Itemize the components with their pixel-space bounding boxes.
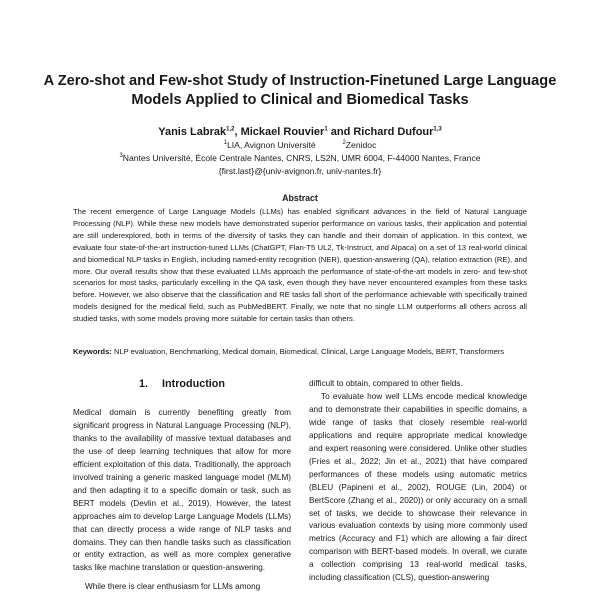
affiliation-lia: LIA, Avignon Université	[226, 140, 316, 150]
keywords-list: NLP evaluation, Benchmarking, Medical domain, Biomedical, Clinical, Large Language Models, BERT, Transformers	[111, 347, 505, 356]
author-name: Mickael Rouvier	[240, 126, 325, 138]
author-name: Richard Dufour	[353, 126, 434, 138]
author-separator: ,	[234, 126, 241, 138]
intro-paragraph: While there is clear enthusiasm for LLMs among	[85, 582, 261, 592]
section-title: Introduction	[162, 378, 225, 390]
section-heading-introduction	[73, 378, 291, 390]
keywords	[73, 346, 527, 358]
affiliation-line-1	[40, 139, 560, 151]
author-affiliation-mark: 1	[324, 126, 328, 133]
paper-title: A Zero-shot and Few-shot Study of Instruction-Finetuned Large Language Models Applied to Clinical and Biomedical Tasks	[43, 73, 557, 108]
affiliation-mark: 1	[223, 140, 227, 147]
abstract-text: The recent emergence of Large Language Models (LLMs) has enabled significant advances in the field of Natural Language Processing (NLP). While these new models have demonstrated superior performance on various tasks, their application and potential are still underexplored, both in terms of the diversity of tasks they can handle and their domain of application. In this context, we evaluate four state-of-the-art instruction-tuned LLMs (ChatGPT, Flan-T5 UL2, Tk-Instruct, and Alpaca) on a set of 13 real-world clinical and biomedical NLP tasks in English, including named-entity recognition (NER), question-answering (QA), relation extraction (RE), and more. Our overall results show that these evaluated LLMs approach the performance of state-of-the-art models in zero- and few-shot scenarios for most tasks, particularly excelling in the QA task, even though they have never encountered examples from these tasks before. However, we also observe that the classification and RE tasks fall short of the performance achievable with specifically trained models designed for the medical field, such as PubMedBERT. Finally, we note that no single LLM outperforms all others across all studied tasks, with some models proving more suitable for certain tasks than others.	[73, 207, 527, 324]
intro-paragraph: Medical domain is currently benefiting greatly from significant progress in Natural Language Processing (NLP), thanks to the availability of massive textual databases and the use of deep learning techniques that allow for more efficient exploitation of this data. Traditionally, the approach involved training a generic masked language model (MLM) and then adapting it to a specific domain or task, such as BERT models (Devlin et al., 2019). However, the latest approaches aim to develop Large Language Models (LLMs) that can directly process a wide range of NLP tasks and domains. They can then handle tasks such as classification or entity extraction, as well as more complex generative tasks like machine translation or question-answering.	[73, 408, 291, 573]
keywords-label: Keywords:	[73, 347, 112, 356]
author-list	[40, 125, 560, 139]
affiliation-nantes: Nantes Université, École Centrale Nantes, CNRS, LS2N, UMR 6004, F-44000 Nantes, France	[122, 153, 481, 163]
author-emails: {first.last}@{univ-avignon.fr, univ-nantes.fr}	[218, 166, 382, 176]
affiliation-mark: 3	[119, 153, 123, 160]
author-name: Yanis Labrak	[158, 126, 227, 138]
affiliation-zenidoc: Zenidoc	[345, 140, 377, 150]
author-affiliation-mark: 1,3	[433, 126, 442, 133]
affiliation-mark: 2	[342, 140, 346, 147]
abstract-heading: Abstract	[282, 193, 318, 203]
right-column	[309, 378, 527, 585]
intro-paragraph: To evaluate how well LLMs encode medical knowledge and to demonstrate their capabilities in specific domains, a wide range of tasks that closely resemble real-world applications and require appropriate medical knowledge and expert reasoning were considered. Unlike other studies (Fries et al., 2022; Jin et al., 2021) that have compared performances of these models using automatic metrics (BLEU (Papineni et al., 2002), ROUGE (Lin, 2004) or BertScore (Zhang et al., 2020)) or only accuracy on a small set of tasks, we decide to showcase their relevance in various evaluation contexts by using more commonly used metrics (Accuracy and F1) which are allowing a fair direct comparison with BERT-based models. In overall, we curate a collection comprising 13 real-world medical tasks, including classification (CLS), question-answering	[309, 391, 527, 583]
author-affiliation-mark: 1,2	[226, 126, 235, 133]
intro-paragraph: difficult to obtain, compared to other fields.	[309, 379, 463, 388]
left-column	[73, 407, 291, 594]
author-separator: and	[327, 126, 354, 138]
section-number: 1.	[139, 378, 149, 390]
affiliation-line-2	[40, 152, 560, 164]
